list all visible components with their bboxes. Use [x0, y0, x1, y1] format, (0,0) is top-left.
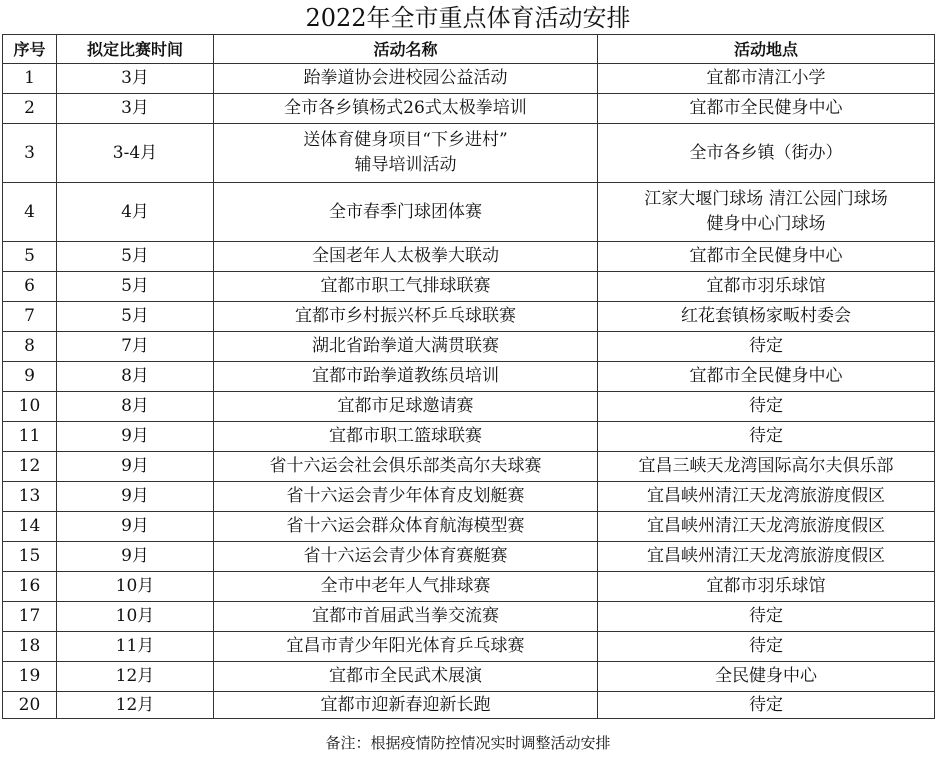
cell-no: 5 [3, 242, 57, 272]
cell-activity-place: 待定 [598, 422, 935, 452]
cell-no: 19 [3, 662, 57, 692]
cell-no: 12 [3, 452, 57, 482]
cell-no: 17 [3, 602, 57, 632]
cell-time: 10月 [57, 572, 214, 602]
table-row [3, 94, 935, 124]
table-row [3, 422, 935, 452]
cell-activity-place: 宜都市羽乐球馆 [598, 272, 935, 302]
cell-activity-name: 宜都市跆拳道教练员培训 [214, 362, 598, 392]
cell-activity-place: 宜昌峡州清江天龙湾旅游度假区 [598, 542, 935, 572]
cell-time: 3月 [57, 94, 214, 124]
cell-activity-name: 宜都市职工篮球联赛 [214, 422, 598, 452]
cell-activity-name: 宜都市职工气排球联赛 [214, 272, 598, 302]
cell-time: 4月 [57, 183, 214, 242]
cell-activity-name: 全国老年人太极拳大联动 [214, 242, 598, 272]
cell-activity-name: 全市各乡镇杨式26式太极拳培训 [214, 94, 598, 124]
cell-time: 9月 [57, 422, 214, 452]
cell-activity-place: 宜昌峡州清江天龙湾旅游度假区 [598, 482, 935, 512]
header-activity-place: 活动地点 [598, 35, 935, 64]
cell-no: 8 [3, 332, 57, 362]
table-row [3, 392, 935, 422]
cell-no: 11 [3, 422, 57, 452]
header-time: 拟定比赛时间 [57, 35, 214, 64]
cell-no: 6 [3, 272, 57, 302]
cell-time: 9月 [57, 512, 214, 542]
cell-activity-name: 省十六运会青少体育赛艇赛 [214, 542, 598, 572]
cell-activity-name: 全市中老年人气排球赛 [214, 572, 598, 602]
table-row [3, 183, 935, 242]
table-row [3, 124, 935, 183]
cell-activity-name: 宜都市足球邀请赛 [214, 392, 598, 422]
cell-no: 7 [3, 302, 57, 332]
cell-time: 5月 [57, 272, 214, 302]
cell-activity-name: 湖北省跆拳道大满贯联赛 [214, 332, 598, 362]
table-row [3, 362, 935, 392]
cell-activity-place: 宜都市羽乐球馆 [598, 572, 935, 602]
cell-time: 5月 [57, 242, 214, 272]
cell-activity-place: 待定 [598, 602, 935, 632]
cell-time: 5月 [57, 302, 214, 332]
cell-no: 18 [3, 632, 57, 662]
cell-activity-name: 跆拳道协会进校园公益活动 [214, 64, 598, 94]
cell-time: 10月 [57, 602, 214, 632]
cell-time: 9月 [57, 452, 214, 482]
footnote: 备注：根据疫情防控情况实时调整活动安排 [325, 734, 611, 752]
cell-activity-place: 全市各乡镇（街办） [598, 124, 935, 183]
cell-time: 8月 [57, 362, 214, 392]
cell-no: 16 [3, 572, 57, 602]
table-row [3, 272, 935, 302]
cell-time: 12月 [57, 662, 214, 692]
cell-activity-name: 宜都市全民武术展演 [214, 662, 598, 692]
cell-activity-name: 省十六运会社会俱乐部类高尔夫球赛 [214, 452, 598, 482]
schedule-table [2, 34, 935, 719]
cell-activity-place: 待定 [598, 632, 935, 662]
table-row [3, 302, 935, 332]
cell-no: 14 [3, 512, 57, 542]
table-row [3, 692, 935, 719]
cell-activity-place: 宜都市全民健身中心 [598, 242, 935, 272]
table-row [3, 332, 935, 362]
cell-activity-place: 待定 [598, 332, 935, 362]
table-row [3, 602, 935, 632]
cell-activity-place: 红花套镇杨家畈村委会 [598, 302, 935, 332]
cell-time: 3-4月 [57, 124, 214, 183]
cell-activity-place: 待定 [598, 692, 935, 719]
cell-activity-place: 江家大堰门球场 清江公园门球场 健身中心门球场 [598, 183, 935, 242]
cell-activity-name: 送体育健身项目“下乡进村” 辅导培训活动 [214, 124, 598, 183]
cell-no: 4 [3, 183, 57, 242]
cell-no: 15 [3, 542, 57, 572]
cell-activity-name: 省十六运会群众体育航海模型赛 [214, 512, 598, 542]
table-body [3, 64, 935, 719]
cell-activity-name: 宜都市迎新春迎新长跑 [214, 692, 598, 719]
table-row [3, 64, 935, 94]
cell-activity-place: 宜昌峡州清江天龙湾旅游度假区 [598, 512, 935, 542]
header-no: 序号 [3, 35, 57, 64]
cell-time: 8月 [57, 392, 214, 422]
cell-time: 12月 [57, 692, 214, 719]
cell-no: 9 [3, 362, 57, 392]
cell-no: 3 [3, 124, 57, 183]
cell-activity-place: 宜都市清江小学 [598, 64, 935, 94]
cell-time: 7月 [57, 332, 214, 362]
cell-no: 20 [3, 692, 57, 719]
cell-activity-place: 宜昌三峡天龙湾国际高尔夫俱乐部 [598, 452, 935, 482]
table-row [3, 452, 935, 482]
cell-activity-name: 宜都市乡村振兴杯乒乓球联赛 [214, 302, 598, 332]
cell-activity-name: 宜都市首届武当拳交流赛 [214, 602, 598, 632]
table-row [3, 632, 935, 662]
table-row [3, 512, 935, 542]
table-row [3, 242, 935, 272]
table-header-row [3, 35, 935, 64]
table-row [3, 662, 935, 692]
cell-activity-place: 待定 [598, 392, 935, 422]
header-activity-name: 活动名称 [214, 35, 598, 64]
cell-time: 11月 [57, 632, 214, 662]
cell-time: 3月 [57, 64, 214, 94]
cell-activity-place: 宜都市全民健身中心 [598, 362, 935, 392]
cell-activity-place: 全民健身中心 [598, 662, 935, 692]
cell-activity-name: 省十六运会青少年体育皮划艇赛 [214, 482, 598, 512]
cell-no: 1 [3, 64, 57, 94]
table-row [3, 542, 935, 572]
cell-no: 13 [3, 482, 57, 512]
cell-activity-name: 全市春季门球团体赛 [214, 183, 598, 242]
page-title: 2022年全市重点体育活动安排 [305, 4, 631, 32]
cell-no: 10 [3, 392, 57, 422]
cell-time: 9月 [57, 542, 214, 572]
table-row [3, 572, 935, 602]
cell-activity-place: 宜都市全民健身中心 [598, 94, 935, 124]
cell-time: 9月 [57, 482, 214, 512]
cell-activity-name: 宜昌市青少年阳光体育乒乓球赛 [214, 632, 598, 662]
cell-no: 2 [3, 94, 57, 124]
table-row [3, 482, 935, 512]
